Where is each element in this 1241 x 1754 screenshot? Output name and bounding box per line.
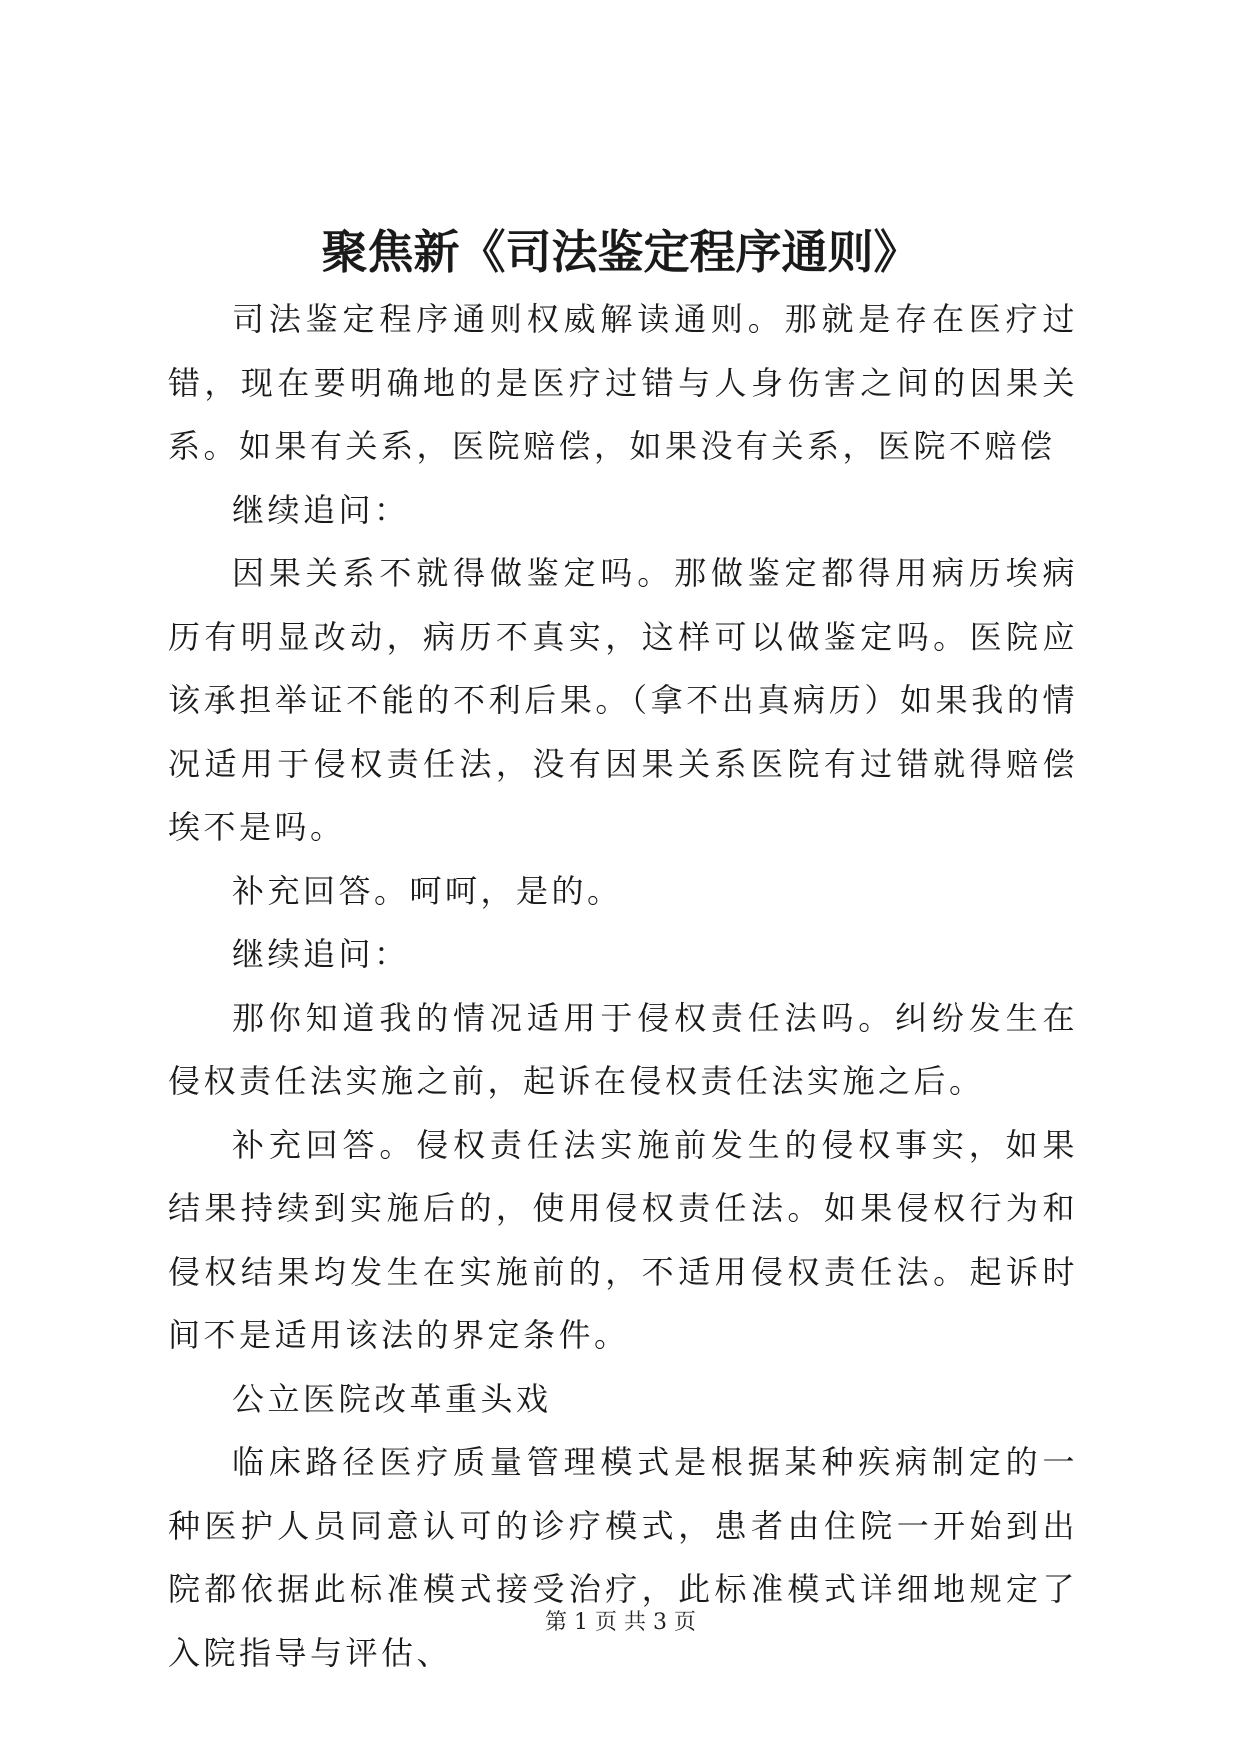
paragraph: 补充回答。侵权责任法实施前发生的侵权事实，如果结果持续到实施后的，使用侵权责任法。如果侵权行为和侵权结果均发生在实施前的，不适用侵权责任法。起诉时间不是适用该法的界定条件。 <box>168 1125 1078 1354</box>
paragraph: 因果关系不就得做鉴定吗。那做鉴定都得用病历埃病历有明显改动，病历不真实，这样可以做鉴定吗。医院应该承担举证不能的不利后果。（拿不出真病历）如果我的情况适用于侵权责任法，没有因果关系医院有过错就得赔偿埃不是吗。 <box>168 554 1078 846</box>
paragraph: 继续追问： <box>232 490 410 529</box>
document-title: 聚焦新《司法鉴定程序通则》 <box>321 225 920 279</box>
document-body <box>168 288 1078 1685</box>
paragraph: 那你知道我的情况适用于侵权责任法吗。纠纷发生在侵权责任法实施之前，起诉在侵权责任法实施之后。 <box>168 998 1078 1100</box>
paragraph: 司法鉴定程序通则权威解读通则。那就是存在医疗过错，现在要明确地的是医疗过错与人身伤害之间的因果关系。如果有关系，医院赔偿，如果没有关系，医院不赔偿 <box>168 300 1078 465</box>
paragraph: 临床路径医疗质量管理模式是根据某种疾病制定的一种医护人员同意认可的诊疗模式，患者由住院一开始到出院都依据此标准模式接受治疗，此标准模式详细地规定了入院指导与评估、 <box>168 1443 1078 1672</box>
paragraph: 补充回答。呵呵，是的。 <box>232 871 623 910</box>
page-footer: 第 1 页 共 3 页 <box>545 1610 696 1635</box>
section-heading: 公立医院改革重头戏 <box>232 1379 552 1418</box>
paragraph: 继续追问： <box>232 935 410 973</box>
